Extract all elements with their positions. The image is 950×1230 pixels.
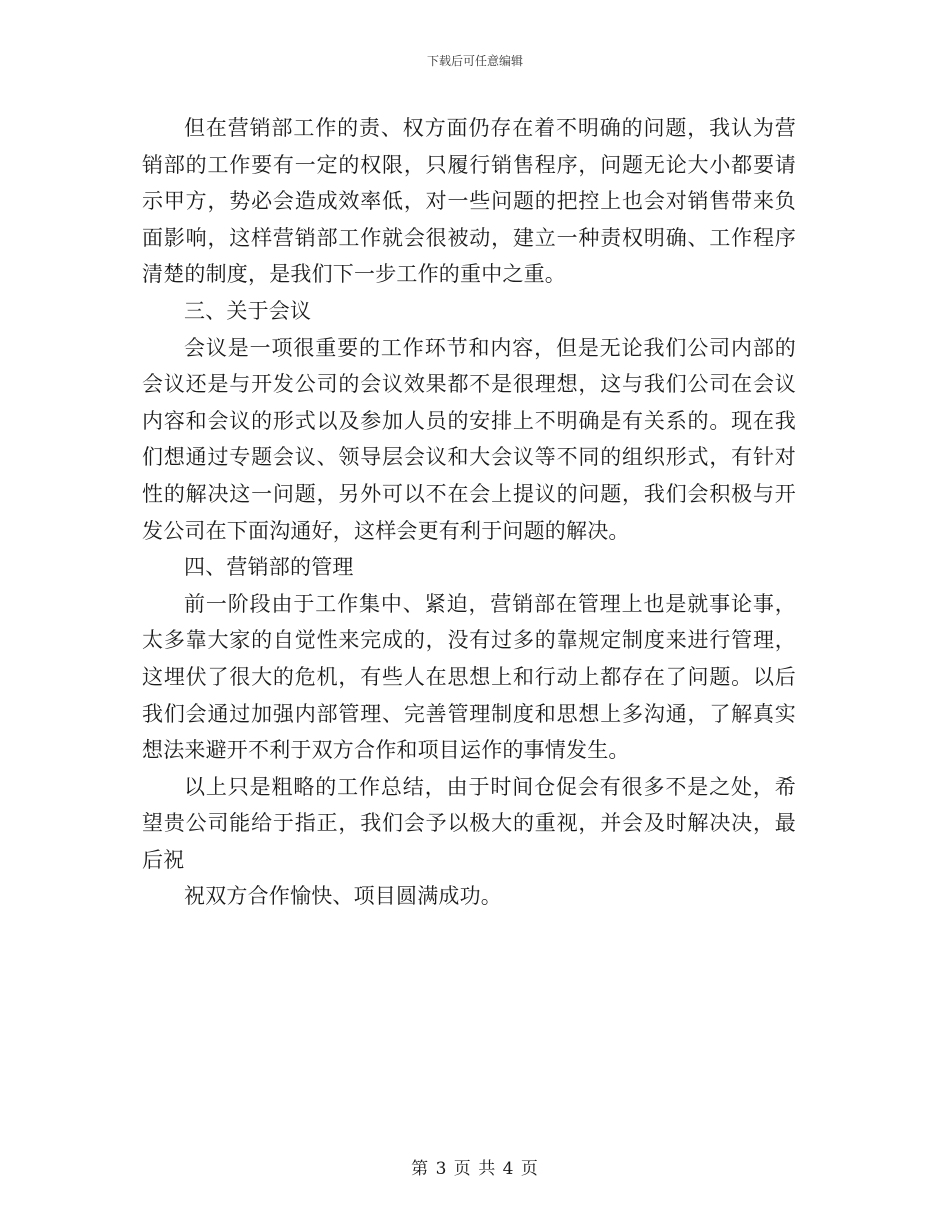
paragraph-responsibility: 但在营销部工作的责、权方面仍存在着不明确的问题，我认为营销部的工作要有一定的权限，只履行销售程序，问题无论大小都要请示甲方，势必会造成效率低，对一些问题的把控上也会对销售带来负面影响，这样营销部工作就会很被动，建立一种责权明确、工作程序清楚的制度，是我们下一步工作的重中之重。 [142, 116, 796, 287]
paragraph-closing-wish: 祝双方合作愉快、项目圆满成功。 [184, 884, 502, 909]
document-body [142, 110, 796, 915]
section-heading-meetings: 三、关于会议 [184, 298, 312, 323]
section-heading-management: 四、营销部的管理 [184, 555, 354, 580]
page-number-footer: 第 3 页 共 4 页 [411, 1159, 539, 1179]
paragraph-meetings: 会议是一项很重要的工作环节和内容，但是无论我们公司内部的会议还是与开发公司的会议效果都不是很理想，这与我们公司在会议内容和会议的形式以及参加人员的安排上不明确是有关系的。现在我们想通过专题会议、领导层会议和大会议等不同的组织形式，有针对性的解决这一问题，另外可以不在会上提议的问题，我们会积极与开发公司在下面沟通好，这样会更有利于问题的解决。 [142, 335, 796, 543]
page-header: 下载后可任意编辑 [426, 54, 523, 68]
paragraph-management: 前一阶段由于工作集中、紧迫，营销部在管理上也是就事论事，太多靠大家的自觉性来完成的，没有过多的靠规定制度来进行管理，这埋伏了很大的危机，有些人在思想上和行动上都存在了问题。以后我们会通过加强内部管理、完善管理制度和思想上多沟通，了解真实想法来避开不利于双方合作和项目运作的事情发生。 [142, 591, 796, 763]
paragraph-summary: 以上只是粗略的工作总结，由于时间仓促会有很多不是之处，希望贵公司能给于指正，我们会予以极大的重视，并会及时解决决，最后祝 [142, 774, 796, 872]
